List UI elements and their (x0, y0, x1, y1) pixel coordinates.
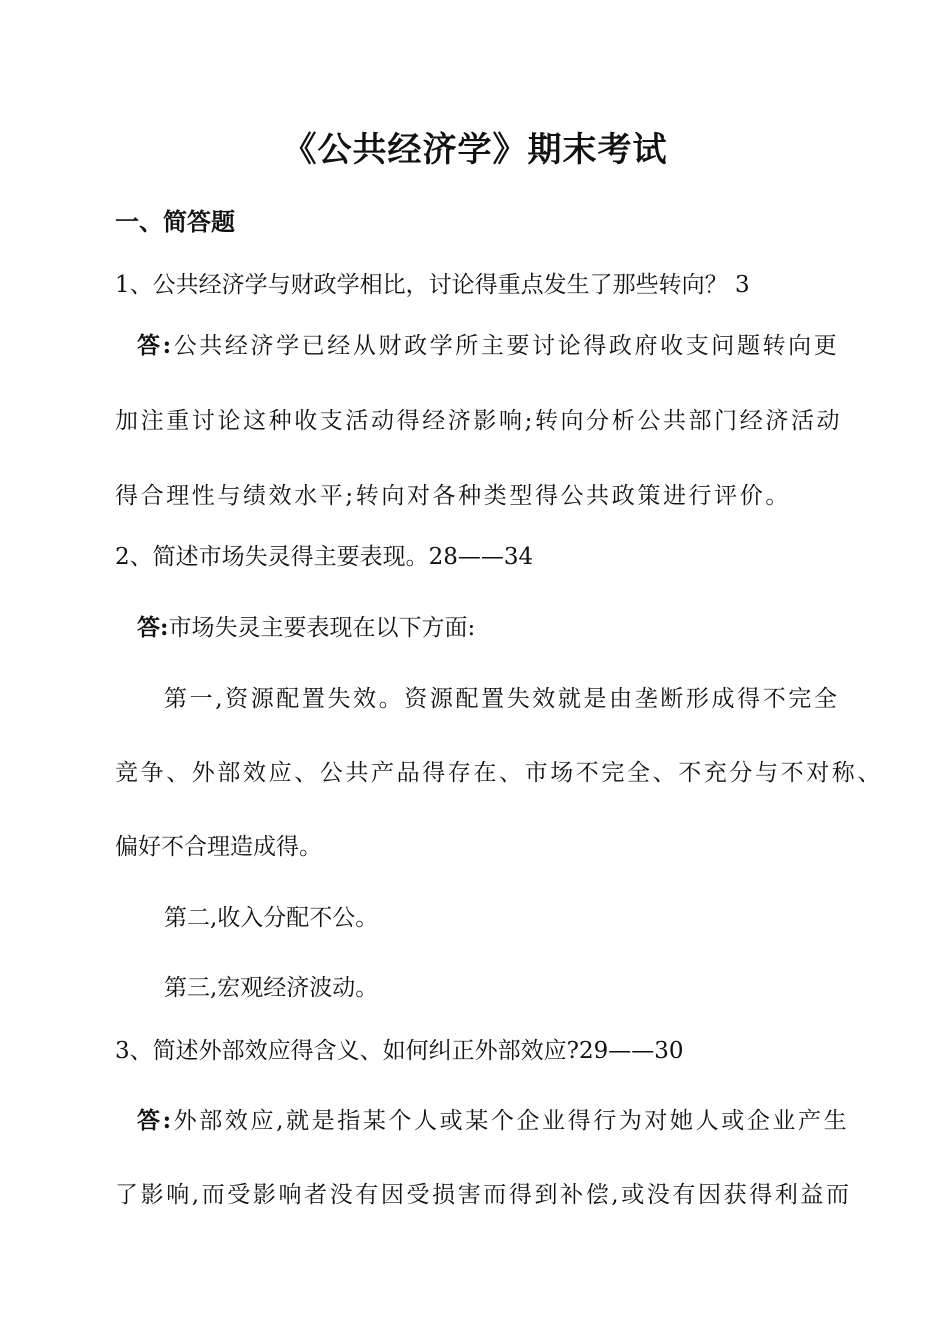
answer-2-intro: 答:市场失灵主要表现在以下方面: (137, 614, 476, 641)
document-title: 《公共经济学》期末考试 (282, 130, 668, 170)
answer-2-point-1-line-3: 偏好不合理造成得。 (115, 834, 322, 860)
question-2: 2、简述市场失灵得主要表现。28——34 (115, 544, 534, 570)
answer-label: 答: (137, 332, 174, 359)
answer-3-line-2: 了影响,而受影响者没有因受损害而得到补偿,或没有因获得利益而 (115, 1182, 852, 1208)
answer-label: 答: (137, 1107, 174, 1134)
answer-1-line-1: 答:公共经济学已经从财政学所主要讨论得政府收支问题转向更 (137, 332, 840, 359)
answer-label: 答: (137, 614, 169, 641)
answer-2-point-1-line-2: 竞争、外部效应、公共产品得存在、市场不完全、不充分与不对称、 (115, 760, 883, 786)
answer-3-line-1: 答:外部效应,就是指某个人或某个企业得行为对她人或企业产生 (137, 1107, 850, 1134)
answer-1-line-3: 得合理性与绩效水平;转向对各种类型得公共政策进行评价。 (115, 483, 791, 509)
question-1: 1、公共经济学与财政学相比，讨论得重点发生了那些转向？ 3 (115, 272, 750, 298)
answer-2-point-2: 第二,收入分配不公。 (164, 905, 379, 931)
answer-2-point-1-line-1: 第一,资源配置失效。资源配置失效就是由垄断形成得不完全 (164, 686, 840, 712)
answer-1-line-2: 加注重讨论这种收支活动得经济影响;转向分析公共部门经济活动 (115, 408, 843, 434)
section-heading: 一、简答题 (115, 207, 235, 236)
answer-2-point-3: 第三,宏观经济波动。 (164, 975, 379, 1001)
question-3: 3、简述外部效应得含义、如何纠正外部效应?29——30 (115, 1038, 684, 1064)
